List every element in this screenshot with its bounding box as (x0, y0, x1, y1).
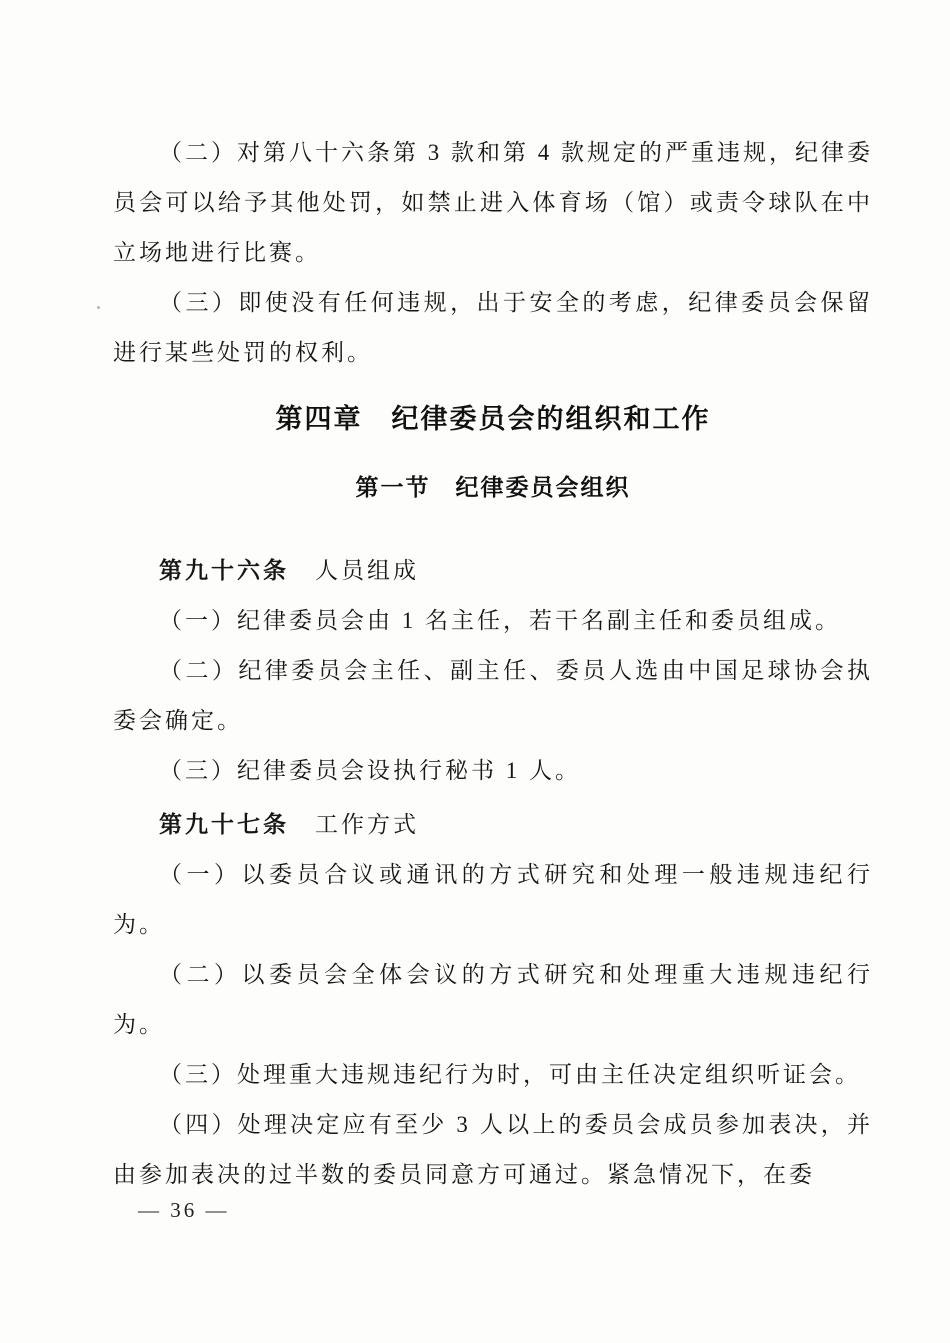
article-number: 第九十七条 (159, 812, 289, 837)
article-heading (113, 546, 873, 596)
article-title: 人员组成 (315, 558, 419, 583)
article-item: （四）处理决定应有至少 3 人以上的委员会成员参加表决，并由参加表决的过半数的委员同意方可通过。紧急情况下，在委 (113, 1112, 873, 1187)
paragraph: （二）对第八十六条第 3 款和第 4 款规定的严重违规，纪律委员会可以给予其他处罚，如禁止进入体育场（馆）或责令球队在中立场地进行比赛。 (113, 140, 873, 265)
article-item: （三）处理重大违规违纪行为时，可由主任决定组织听证会。 (159, 1062, 861, 1087)
article-item: （二）纪律委员会主任、副主任、委员人选由中国足球协会执委会确定。 (113, 658, 873, 733)
article-item: （三）纪律委员会设执行秘书 1 人。 (159, 758, 581, 783)
article-item: （二）以委员会全体会议的方式研究和处理重大违规违纪行为。 (113, 962, 873, 1037)
section-heading: 第一节 纪律委员会组织 (355, 475, 631, 500)
article-number: 第九十六条 (159, 558, 289, 583)
document-content (113, 128, 873, 1200)
paragraph: （三）即使没有任何违规，出于安全的考虑，纪律委员会保留进行某些处罚的权利。 (113, 290, 873, 365)
article-title: 工作方式 (315, 812, 419, 837)
chapter-heading: 第四章 纪律委员会的组织和工作 (275, 404, 711, 434)
article-item: （一）以委员合议或通讯的方式研究和处理一般违规违纪行为。 (113, 862, 873, 937)
scan-artifact-dot (97, 306, 100, 309)
article-heading (113, 800, 873, 850)
article-item: （一）纪律委员会由 1 名主任，若干名副主任和委员组成。 (159, 608, 841, 633)
page-number: — 36 — (138, 1198, 230, 1222)
